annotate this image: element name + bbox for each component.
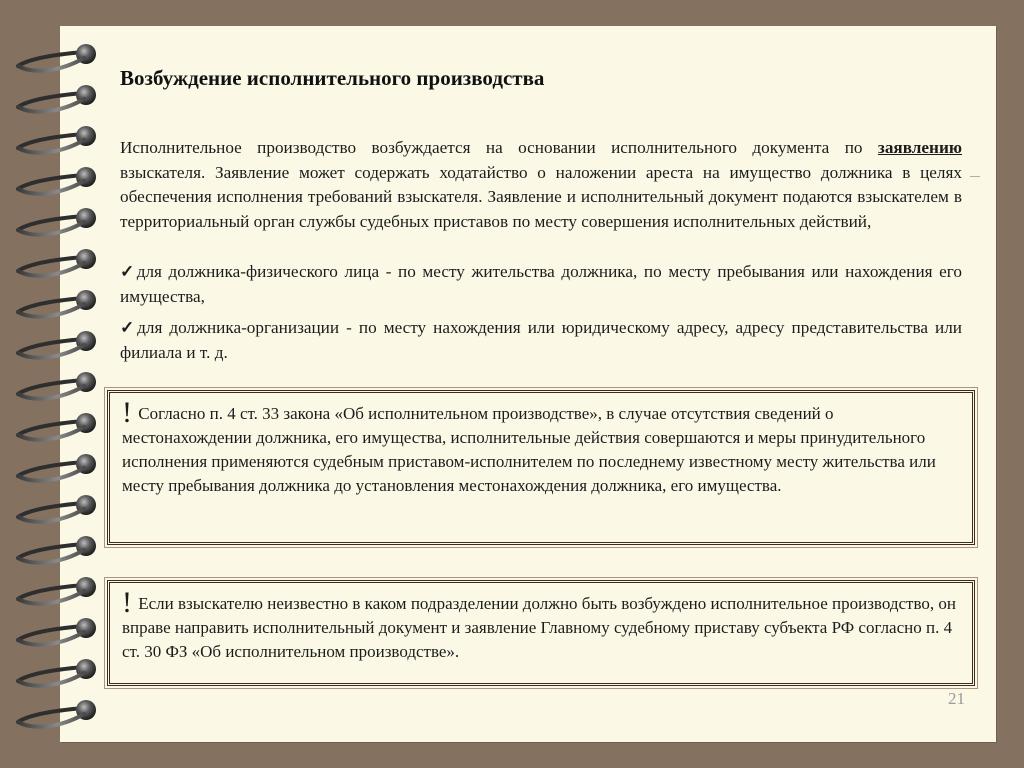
note-text: Согласно п. 4 ст. 33 закона «Об исполнительном производстве», в случае отсутствия сведений о местонахождении должника, его имущества, исполнительные действия совершаются и меры принудительного исполнения применяются судебным приставом-исполнителем по последнему известному месту жительства или месту пребывания должника до установления местонахождения должника, его имущества. xyxy=(122,404,936,495)
intro-text-after: взыскателя. Заявление может содержать ходатайство о наложении ареста на имущество должника в целях обеспечения исполнения требований взыскателя. Заявление и исполнительный документ подаются взыскателем в территориальный орган службы судебных приставов по месту совершения исполнительных действий, xyxy=(120,162,962,231)
spiral-ring-icon xyxy=(18,454,96,481)
note-box xyxy=(107,390,975,545)
checkmark-icon: ✓ xyxy=(120,262,137,281)
intro-text-before: Исполнительное производство возбуждается на основании исполнительного документа по xyxy=(120,138,878,157)
bullet-item xyxy=(120,316,962,365)
spiral-ring-icon xyxy=(18,618,96,645)
spiral-ring-icon xyxy=(18,85,96,112)
bullet-item xyxy=(120,260,962,309)
intro-paragraph xyxy=(120,136,962,234)
note-box xyxy=(107,580,975,686)
bullet-text: для должника-организации - по месту нахождения или юридическому адресу, адресу представительства или филиала и т. д. xyxy=(120,318,962,362)
spiral-ring-icon xyxy=(18,126,96,153)
spiral-ring-icon xyxy=(18,536,96,563)
spiral-ring-icon xyxy=(18,372,96,399)
spiral-ring-icon xyxy=(18,331,96,358)
exclamation-icon: ! xyxy=(122,396,132,429)
spiral-ring-icon xyxy=(18,44,96,71)
spiral-ring-icon xyxy=(18,413,96,440)
spiral-ring-icon xyxy=(18,495,96,522)
intro-keyword: заявлению xyxy=(877,138,962,157)
checkmark-icon: ✓ xyxy=(120,318,138,337)
spiral-ring-icon xyxy=(18,700,96,727)
note-text: Если взыскателю неизвестно в каком подразделении должно быть возбуждено исполнительное производство, он вправе направить исполнительный документ и заявление Главному судебному приставу субъекта РФ согласно п. 4 ст. 30 ФЗ «Об исполнительном производстве». xyxy=(122,594,956,661)
spiral-ring-icon xyxy=(18,659,96,686)
spiral-ring-icon xyxy=(18,577,96,604)
spiral-ring-icon xyxy=(18,249,96,276)
page-number: 21 xyxy=(948,689,965,708)
divider-mark xyxy=(970,176,980,177)
spiral-ring-icon xyxy=(18,167,96,194)
spiral-ring-icon xyxy=(18,208,96,235)
exclamation-icon: ! xyxy=(122,586,132,619)
slide-title: Возбуждение исполнительного производства xyxy=(120,66,545,90)
bullet-text: для должника-физического лица - по месту жительства должника, по месту пребывания или нахождения его имущества, xyxy=(120,262,962,306)
spiral-binding xyxy=(0,0,110,768)
spiral-ring-icon xyxy=(18,290,96,317)
